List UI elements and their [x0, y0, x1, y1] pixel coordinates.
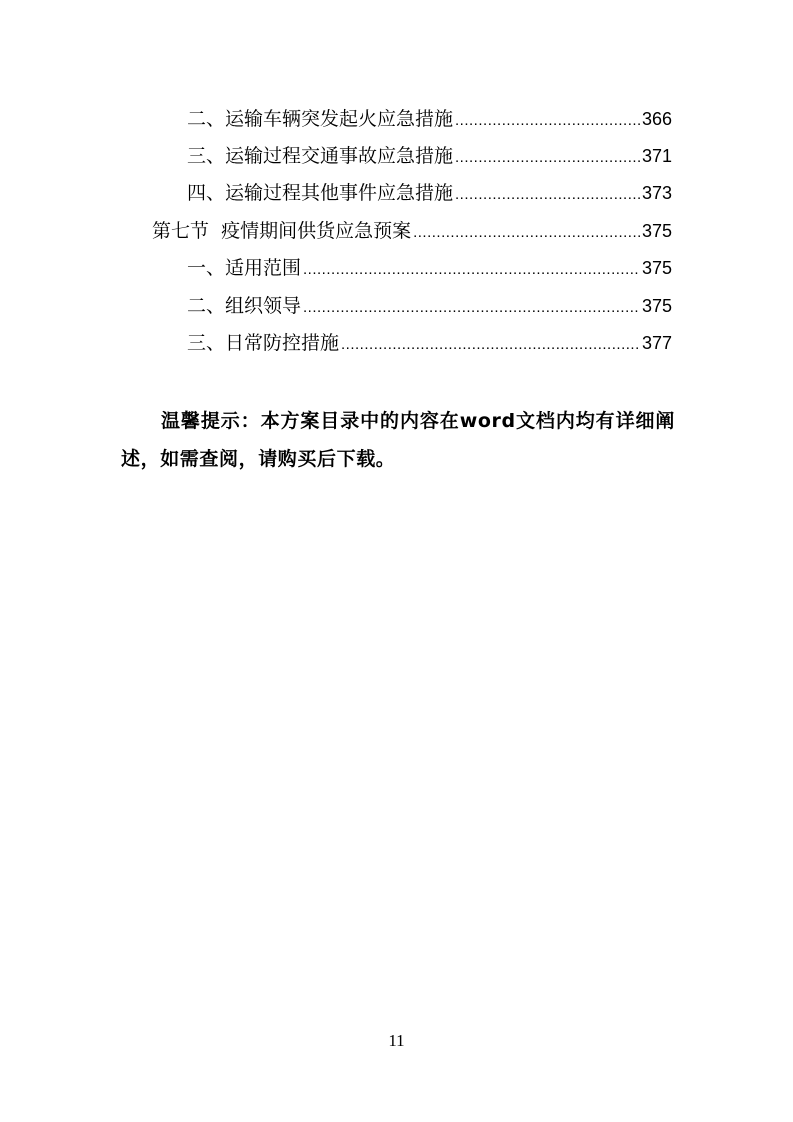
toc-leader-dots	[455, 180, 640, 210]
toc-entry-title: 二、运输车辆突发起火应急措施	[187, 108, 454, 130]
toc-entry-title: 三、运输过程交通事故应急措施	[187, 145, 454, 167]
toc-leader-dots	[413, 218, 640, 248]
toc-entry[interactable]	[187, 291, 672, 321]
toc-leader-dots	[455, 143, 640, 173]
toc-entry-title: 二、组织领导	[187, 295, 302, 317]
toc-entry-page: 366	[641, 109, 672, 129]
toc-entry-section[interactable]	[152, 216, 672, 246]
toc-entry-page: 375	[641, 296, 672, 316]
toc-entry[interactable]	[187, 178, 672, 208]
toc-entry-title: 第七节 疫情期间供货应急预案	[152, 220, 412, 242]
toc-entry[interactable]	[187, 141, 672, 171]
download-notice: 温馨提示：本方案目录中的内容在word文档内均有详细阐述，如需查阅，请购买后下载。	[121, 410, 675, 470]
toc-entry[interactable]	[187, 328, 672, 358]
toc-entry-page: 375	[641, 258, 672, 278]
toc-leader-dots	[455, 106, 640, 136]
toc-entry-page: 377	[641, 333, 672, 353]
toc-entry-title: 三、日常防控措施	[187, 332, 340, 354]
toc-entry[interactable]	[187, 253, 672, 283]
toc-leader-dots	[303, 293, 640, 323]
toc-entry-page: 373	[641, 183, 672, 203]
toc-entry-title: 一、适用范围	[187, 257, 302, 279]
toc-entry-page: 371	[641, 146, 672, 166]
toc-entry[interactable]	[187, 104, 672, 134]
page-number: 11	[388, 1031, 405, 1050]
toc-entry-page: 375	[641, 221, 672, 241]
toc-leader-dots	[341, 330, 640, 360]
toc-leader-dots	[303, 255, 640, 285]
toc-entry-title: 四、运输过程其他事件应急措施	[187, 182, 454, 204]
